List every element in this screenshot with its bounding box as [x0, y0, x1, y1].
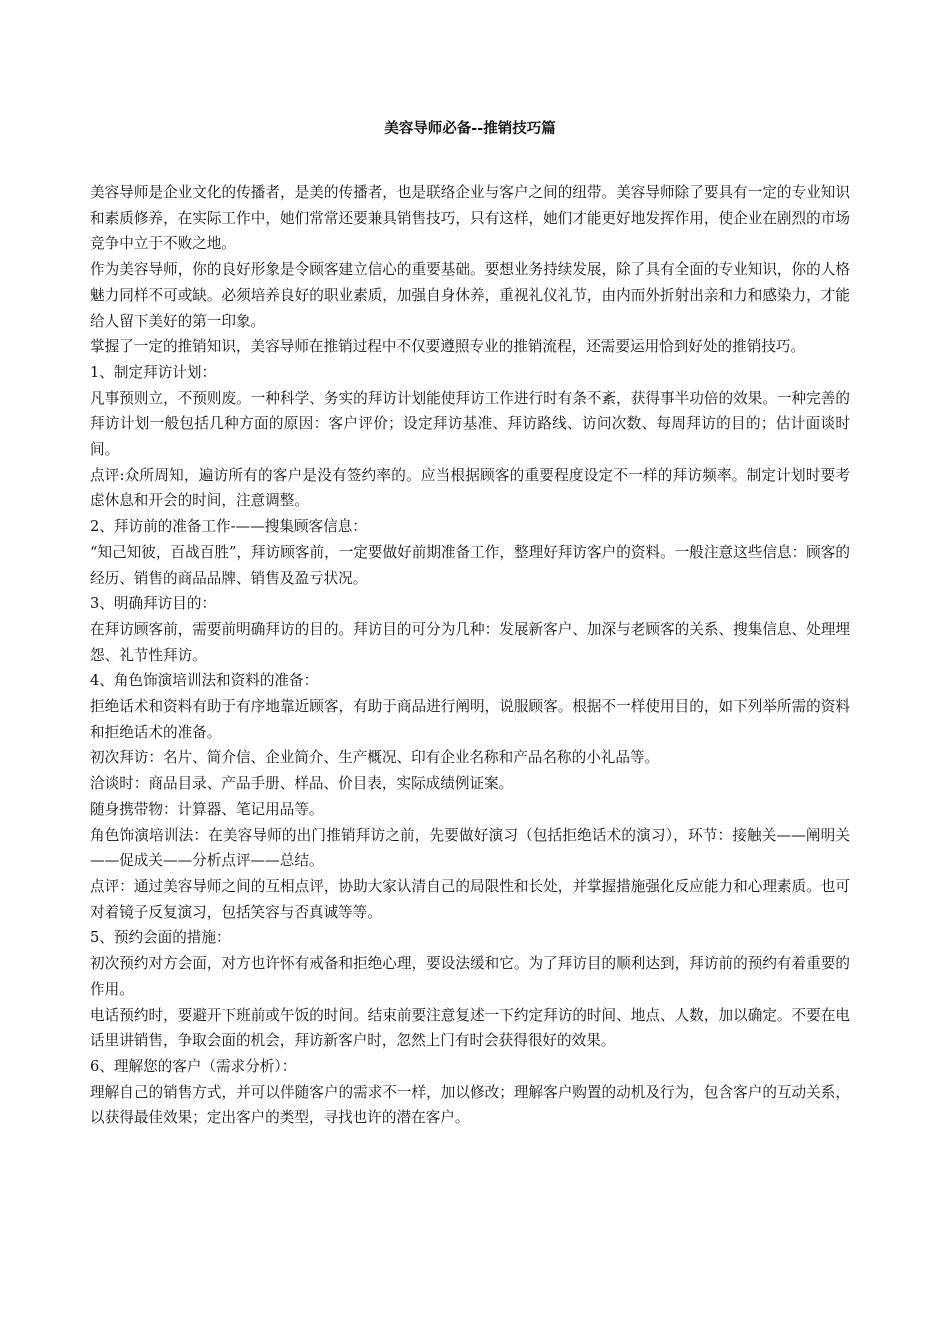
- document-title: 美容导师必备--推销技巧篇: [384, 121, 556, 137]
- paragraph-section-2: “知己知彼，百战百胜”，拜访顾客前，一定要做好前期准备工作，整理好拜访客户的资料。一般注意这些信息：顾客的经历、销售的商品品牌、销售及盈亏状况。: [90, 543, 850, 587]
- paragraph-role-play: 角色饰演培训法：在美容导师的出门推销拜访之前，先要做好演习（包括拒绝话术的演习），环节：接触关——阐明关——促成关——分析点评——总结。: [90, 826, 850, 870]
- paragraph-comment-1: 点评:众所周知，遍访所有的客户是没有签约率的。应当根据顾客的重要程度设定不一样的拜访频率。制定计划时要考虑休息和开会的时间，注意调整。: [90, 466, 850, 510]
- section-heading-5: 5、预约会面的措施：: [90, 929, 231, 947]
- paragraph-section-3: 在拜访顾客前，需要前明确拜访的目的。拜访目的可分为几种：发展新客户、加深与老顾客的关系、搜集信息、处理埋怨、礼节性拜访。: [90, 620, 850, 664]
- paragraph-carry-items: 随身携带物：计算器、笔记用品等。: [90, 800, 324, 818]
- paragraph-section-6: 理解自己的销售方式，并可以伴随客户的需求不一样，加以修改；理解客户购置的动机及行为，包含客户的互动关系，以获得最佳效果；定出客户的类型，寻找也许的潜在客户。: [90, 1083, 850, 1127]
- paragraph-phone-appointment: 电话预约时，要避开下班前或午饭的时间。结束前要注意复述一下约定拜访的时间、地点、人数，加以确定。不要在电话里讲销售，争取会面的机会，拜访新客户时，忽然上门有时会获得很好的效果。: [90, 1006, 850, 1050]
- document-body: [90, 180, 850, 1131]
- section-heading-1: 1、制定拜访计划：: [90, 363, 217, 381]
- paragraph-intro-2: 作为美容导师，你的良好形象是令顾客建立信心的重要基础。要想业务持续发展，除了具有全面的专业知识，你的人格魅力同样不可或缺。必须培养良好的职业素质，加强自身休养，重视礼仪礼节，由内而外折射出亲和力和感染力，才能给人留下美好的第一印象。: [90, 261, 850, 330]
- paragraph-section-5: 初次预约对方会面，对方也许怀有戒备和拒绝心理，要设法缓和它。为了拜访目的顺利达到，拜访前的预约有着重要的作用。: [90, 955, 850, 998]
- section-heading-6: 6、理解您的客户（需求分析）：: [90, 1057, 297, 1075]
- paragraph-section-4: 拒绝话术和资料有助于有序地靠近顾客，有助于商品进行阐明，说服顾客。根据不一样使用目的，如下列举所需的资料和拒绝话术的准备。: [90, 698, 850, 741]
- paragraph-comment-2: 点评：通过美容导师之间的互相点评，协助大家认清自己的局限性和长处，并掌握措施强化反应能力和心理素质。也可对着镜子反复演习，包括笑容与否真诚等等。: [90, 877, 850, 921]
- paragraph-negotiation: 洽谈时：商品目录、产品手册、样品、价目表，实际成绩例证案。: [90, 775, 514, 793]
- section-heading-3: 3、明确拜访目的：: [90, 595, 217, 613]
- paragraph-section-1: 凡事预则立，不预则废。一种科学、务实的拜访计划能使拜访工作进行时有条不紊，获得事半功倍的效果。一种完善的拜访计划一般包括几种方面的原因：客户评价；设定拜访基准、拜访路线、访问次数、每周拜访的目的；估计面谈时间。: [90, 389, 850, 459]
- section-heading-4: 4、角色饰演培训法和资料的准备：: [90, 672, 319, 690]
- paragraph-intro-3: 掌握了一定的推销知识，美容导师在推销过程中不仅要遵照专业的推销流程，还需要运用恰到好处的推销技巧。: [90, 338, 806, 356]
- document-page: [90, 118, 850, 1131]
- section-heading-2: 2、拜访前的准备工作-——搜集顾客信息：: [90, 518, 367, 536]
- paragraph-intro-1: 美容导师是企业文化的传播者，是美的传播者，也是联络企业与客户之间的纽带。美容导师除了要具有一定的专业知识和素质修养，在实际工作中，她们常常还要兼具销售技巧，只有这样，她们才能更好地发挥作用，使企业在剧烈的市场竞争中立于不败之地。: [90, 184, 850, 253]
- paragraph-first-visit: 初次拜访：名片、简介信、企业简介、生产概况、印有企业名称和产品名称的小礼品等。: [90, 749, 660, 767]
